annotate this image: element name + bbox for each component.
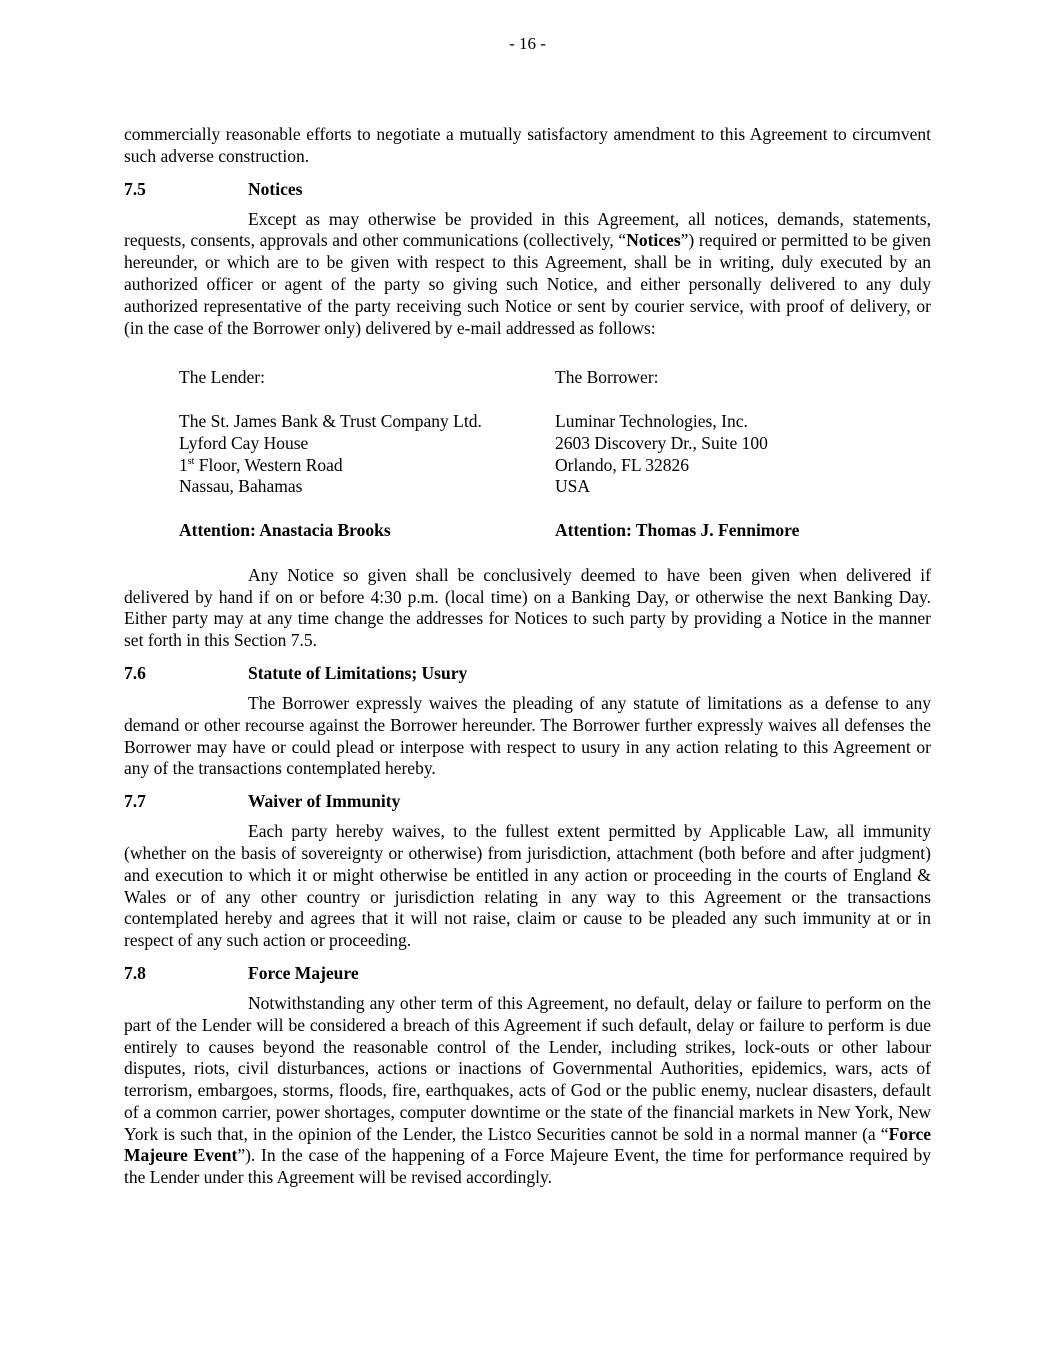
section-heading-7-8 [124, 962, 931, 984]
intro-paragraph: commercially reasonable efforts to negotiate a mutually satisfactory amendment to this Agreement to circumvent such adverse construction. [124, 124, 931, 166]
section-number: 7.7 [124, 791, 146, 812]
borrower-address [555, 367, 931, 541]
section-title: Waiver of Immunity [248, 791, 401, 812]
lender-address-line: Nassau, Bahamas [179, 476, 303, 497]
text-run: Floor, Western Road [194, 454, 343, 475]
section-number: 7.6 [124, 662, 146, 683]
lender-attention: Attention: Anastacia Brooks [179, 519, 391, 540]
lender-label: The Lender: [179, 367, 265, 388]
ordinal-suffix: st [187, 455, 195, 467]
borrower-address-line: Orlando, FL 32826 [555, 454, 689, 475]
section-heading-7-6 [124, 662, 931, 684]
notices-paragraph [124, 209, 931, 340]
lender-address-line: Lyford Cay House [179, 432, 309, 453]
address-block [179, 367, 931, 541]
borrower-address-line: 2603 Discovery Dr., Suite 100 [555, 432, 768, 453]
notices-delivery-paragraph: Any Notice so given shall be conclusively deemed to have been given when delivered if delivered by hand if on or before 4:30 p.m. (local time) on a Banking Day, or otherwise the next Banking Day. Either party may at any time change the addresses for Notices to such party by providing a Notice in the manner set forth in this Section 7.5. [124, 564, 931, 651]
borrower-label: The Borrower: [555, 367, 659, 388]
lender-address [179, 367, 555, 541]
immunity-paragraph: Each party hereby waives, to the fullest extent permitted by Applicable Law, all immunity (whether on the basis of sovereignty or otherwise) from jurisdiction, attachment (both before and after judgment) and execution to which it or might otherwise be entitled in any action or proceeding in the courts of England & Wales or of any other country or jurisdiction relating in any way to this Agreement or the transactions contemplated hereby and agrees that it will not raise, claim or cause to be pleaded any such immunity at or in respect of any such action or proceeding. [124, 821, 931, 951]
borrower-name: Luminar Technologies, Inc. [555, 410, 748, 431]
text-run: ”). In the case of the happening of a Force Majeure Event, the time for performance required by the Lender under this Agreement will be revised accordingly. [124, 1145, 931, 1188]
section-heading-7-7 [124, 790, 931, 812]
lender-address-line [179, 455, 555, 477]
section-title: Notices [248, 178, 303, 199]
text-run: ”) required or permitted to be given hereunder, or which are to be given with respect to this Agreement, shall be in writing, duly executed by an authorized officer or agent of the party so giving such Notice, and either personally delivered to any duly authorized representative of the party receiving such Notice or sent by courier service, with proof of delivery, or (in the case of the Borrower only) delivered by e-mail addressed as follows: [124, 230, 931, 338]
text-run: Notwithstanding any other term of this Agreement, no default, delay or failure to perform on the part of the Lender will be considered a breach of this Agreement if such default, delay or failure to perform is due entirely to causes beyond the reasonable control of the Lender, including strikes, lock-outs or other labour disputes, riots, civil disturbances, actions or inactions of Governmental Authorities, epidemics, wars, acts of terrorism, embargoes, storms, floods, fire, earthquakes, acts of God or the public enemy, nuclear disasters, default of a common carrier, power shortages, computer downtime or the state of the financial markets in New York, New York is such that, in the opinion of the Lender, the Listco Securities cannot be sold in a normal manner (a “ [124, 992, 931, 1144]
borrower-attention: Attention: Thomas J. Fennimore [555, 519, 800, 540]
document-body [124, 124, 931, 1189]
section-title: Statute of Limitations; Usury [248, 662, 468, 683]
borrower-address-line: USA [555, 476, 591, 497]
section-title: Force Majeure [248, 962, 359, 983]
lender-name: The St. James Bank & Trust Company Ltd. [179, 410, 482, 431]
statute-paragraph: The Borrower expressly waives the pleading of any statute of limitations as a defense to any demand or other recourse against the Borrower hereunder. The Borrower further expressly waives all defenses the Borrower may have or could plead or interpose with respect to usury in any action relating to this Agreement or any of the transactions contemplated hereby. [124, 692, 931, 779]
force-majeure-paragraph [124, 993, 931, 1189]
section-number: 7.8 [124, 962, 146, 983]
defined-term: Notices [626, 230, 681, 251]
text-run: 1 [179, 454, 188, 475]
defined-term: Force Majeure Event [124, 1123, 931, 1166]
section-heading-7-5 [124, 178, 931, 200]
section-number: 7.5 [124, 178, 146, 199]
text-run: Except as may otherwise be provided in this Agreement, all notices, demands, statements, requests, consents, approvals and other communications (collectively, “ [124, 208, 931, 251]
page-number: - 16 - [509, 34, 546, 53]
